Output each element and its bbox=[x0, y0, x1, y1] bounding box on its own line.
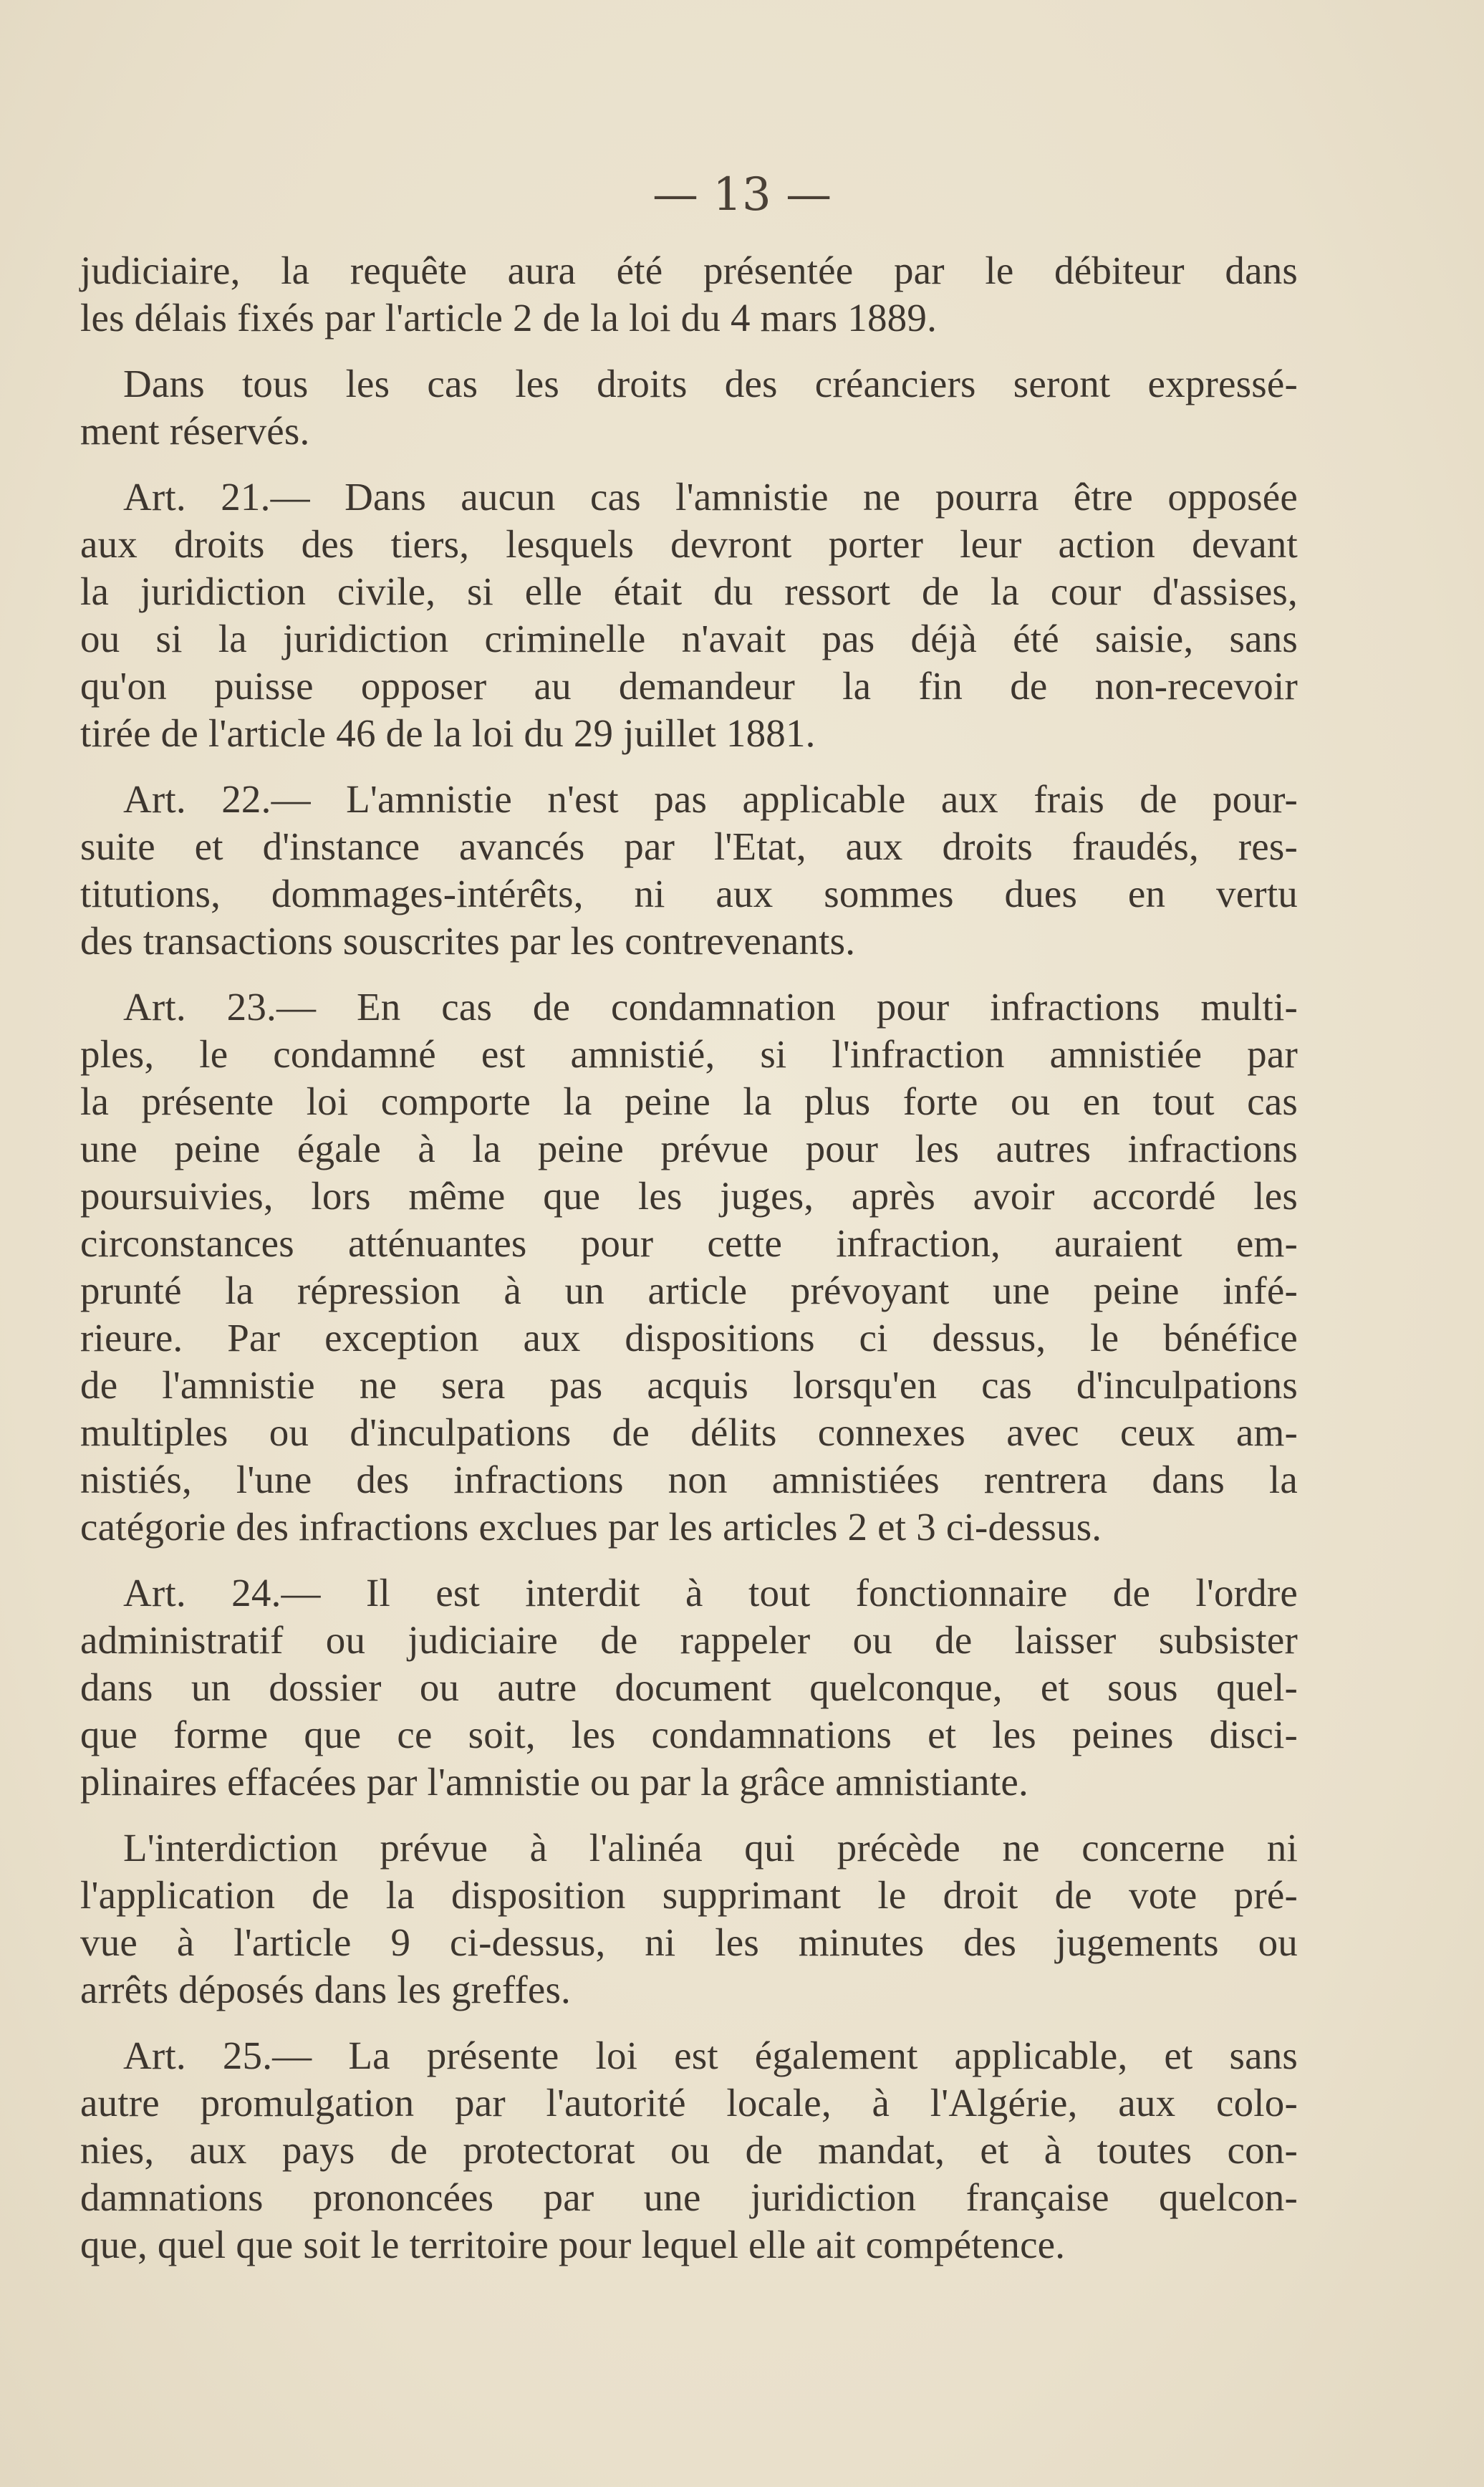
text-line: nies, aux pays de protectorat ou de mandat, et à toutes con- bbox=[80, 2128, 1298, 2172]
text-line: ples, le condamné est amnistié, si l'infraction amnistiée par bbox=[80, 1032, 1298, 1076]
text-line: une peine égale à la peine prévue pour les autres infractions bbox=[80, 1127, 1298, 1170]
body-text bbox=[80, 247, 1298, 2287]
text-line: damnations prononcées par une juridiction française quelcon- bbox=[80, 2175, 1298, 2219]
text-line: Art. 21.— Dans aucun cas l'amnistie ne pourra être opposée bbox=[123, 475, 1298, 519]
paragraph bbox=[80, 776, 1298, 965]
text-line: administratif ou judiciaire de rappeler ou de laisser subsister bbox=[80, 1618, 1298, 1662]
text-line: que forme que ce soit, les condamnations et les peines disci- bbox=[80, 1713, 1298, 1756]
text-line: l'application de la disposition supprimant le droit de vote pré- bbox=[80, 1873, 1298, 1917]
text-line: Art. 22.— L'amnistie n'est pas applicable aux frais de pour- bbox=[123, 777, 1298, 821]
text-line: la présente loi comporte la peine la plus forte ou en tout cas bbox=[80, 1079, 1298, 1123]
paragraph bbox=[80, 1824, 1298, 2014]
text-line: poursuivies, lors même que les juges, après avoir accordé les bbox=[80, 1174, 1298, 1218]
text-line: arrêts déposés dans les greffes. bbox=[80, 1968, 572, 2011]
text-line: Art. 24.— Il est interdit à tout fonctionnaire de l'ordre bbox=[123, 1571, 1298, 1615]
text-line: Art. 23.— En cas de condamnation pour infractions multi- bbox=[123, 985, 1298, 1029]
text-line: L'interdiction prévue à l'alinéa qui précède ne concerne ni bbox=[123, 1826, 1298, 1870]
text-line: Dans tous les cas les droits des créanciers seront expressé- bbox=[123, 362, 1298, 405]
paragraph bbox=[80, 247, 1298, 342]
text-line: des transactions souscrites par les contrevenants. bbox=[80, 919, 856, 963]
paragraph bbox=[80, 2032, 1298, 2269]
text-line: judiciaire, la requête aura été présentée par le débiteur dans bbox=[80, 249, 1298, 292]
text-line: multiples ou d'inculpations de délits connexes avec ceux am- bbox=[80, 1410, 1298, 1454]
text-line: suite et d'instance avancés par l'Etat, aux droits fraudés, res- bbox=[80, 824, 1298, 868]
text-line: de l'amnistie ne sera pas acquis lorsqu'en cas d'inculpations bbox=[80, 1363, 1298, 1407]
text-line: ou si la juridiction criminelle n'avait pas déjà été saisie, sans bbox=[80, 617, 1298, 660]
page-number: — 13 — bbox=[652, 168, 832, 221]
text-line: Art. 25.— La présente loi est également applicable, et sans bbox=[123, 2034, 1298, 2077]
text-line: vue à l'article 9 ci-dessus, ni les minutes des jugements ou bbox=[80, 1920, 1298, 1964]
text-line: les délais fixés par l'article 2 de la loi du 4 mars 1889. bbox=[80, 296, 938, 340]
paragraph bbox=[80, 1569, 1298, 1806]
text-line: autre promulgation par l'autorité locale, à l'Algérie, aux colo- bbox=[80, 2081, 1298, 2125]
text-line: qu'on puisse opposer au demandeur la fin de non-recevoir bbox=[80, 664, 1298, 708]
text-line: circonstances atténuantes pour cette infraction, auraient em- bbox=[80, 1221, 1298, 1265]
text-line: rieure. Par exception aux dispositions ci dessus, le bénéfice bbox=[80, 1316, 1298, 1360]
text-line: catégorie des infractions exclues par les articles 2 et 3 ci-dessus. bbox=[80, 1505, 1102, 1549]
paragraph bbox=[80, 473, 1298, 757]
text-line: plinaires effacées par l'amnistie ou par la grâce amnistiante. bbox=[80, 1760, 1028, 1804]
text-line: titutions, dommages-intérêts, ni aux sommes dues en vertu bbox=[80, 872, 1298, 915]
text-line: la juridiction civile, si elle était du ressort de la cour d'assises, bbox=[80, 569, 1298, 613]
text-line: prunté la répression à un article prévoyant une peine infé- bbox=[80, 1269, 1298, 1312]
text-line: nistiés, l'une des infractions non amnistiées rentrera dans la bbox=[80, 1458, 1298, 1501]
text-line: tirée de l'article 46 de la loi du 29 juillet 1881. bbox=[80, 711, 816, 755]
text-line: ment réservés. bbox=[80, 409, 310, 453]
text-line: aux droits des tiers, lesquels devront porter leur action devant bbox=[80, 522, 1298, 566]
text-line: que, quel que soit le territoire pour lequel elle ait compétence. bbox=[80, 2223, 1066, 2266]
text-line: dans un dossier ou autre document quelconque, et sous quel- bbox=[80, 1665, 1298, 1709]
paragraph bbox=[80, 360, 1298, 455]
paragraph bbox=[80, 983, 1298, 1551]
